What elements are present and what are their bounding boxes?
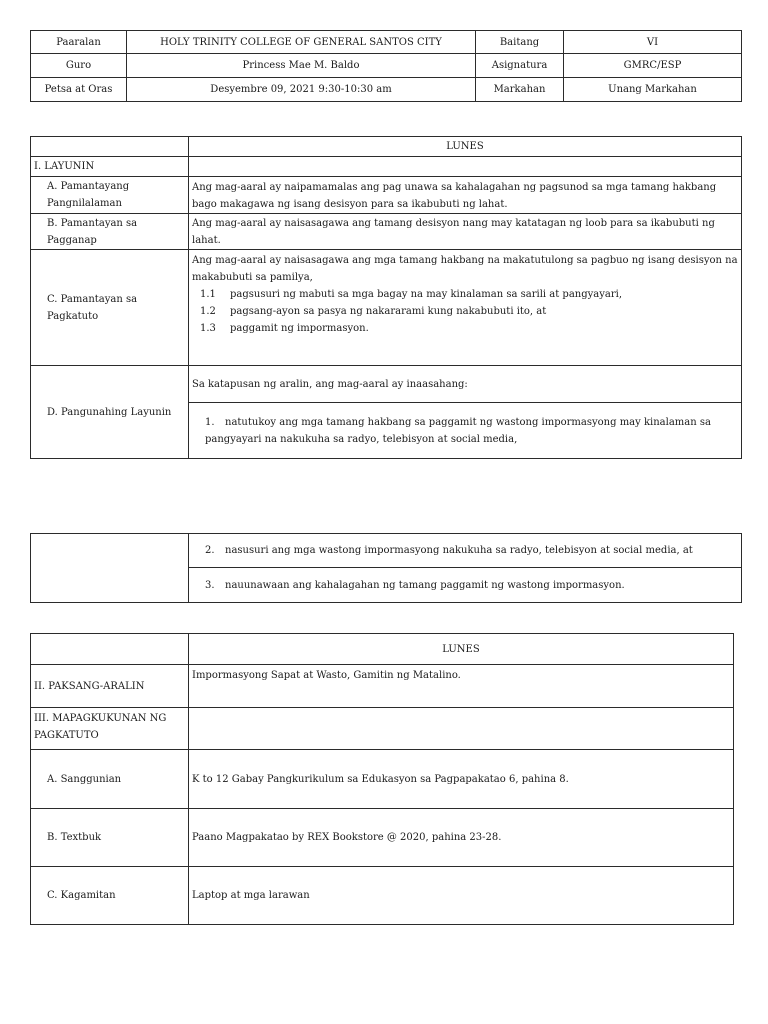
performance-standard-label: B. Pamantayan sa Pagganap bbox=[31, 214, 189, 250]
references-label: A. Sanggunian bbox=[31, 750, 189, 809]
subject-label: Asignatura bbox=[476, 54, 564, 78]
layunin-heading: I. LAYUNIN bbox=[31, 157, 189, 177]
objective-item: 1. natutukoy ang mga tamang hakbang sa paggamit ng wastong impormasyong may kinalaman sa pangyayari na nakukuha sa radyo, telebisyon at social media, bbox=[189, 403, 742, 459]
objective-item: 2. nasusuri ang mga wastong impormasyong nakukuha sa radyo, telebisyon at social media, at bbox=[189, 534, 742, 568]
subject-matter-table bbox=[30, 633, 734, 925]
objectives-table bbox=[30, 136, 742, 459]
date-label: Petsa at Oras bbox=[31, 78, 127, 102]
resources-label: III. MAPAGKUKUNAN NG PAGKATUTO bbox=[31, 708, 189, 750]
empty-cell bbox=[31, 534, 189, 603]
materials-label: C. Kagamitan bbox=[31, 867, 189, 925]
day-header: LUNES bbox=[189, 634, 734, 665]
learning-competency-cell bbox=[189, 250, 742, 366]
competency-item: 1.1 pagsusuri ng mabuti sa mga bagay na may kinalaman sa sarili at pangyayari, bbox=[200, 289, 623, 300]
quarter-value: Unang Markahan bbox=[564, 78, 742, 102]
date-value: Desyembre 09, 2021 9:30-10:30 am bbox=[127, 78, 476, 102]
learning-competency-label: C. Pamantayan sa Pagkatuto bbox=[31, 250, 189, 366]
subject-value: GMRC/ESP bbox=[564, 54, 742, 78]
grade-value: VI bbox=[564, 31, 742, 54]
objective-item: 3. nauunawaan ang kahalagahan ng tamang paggamit ng wastong impormasyon. bbox=[189, 568, 742, 603]
textbook-label: B. Textbuk bbox=[31, 809, 189, 867]
performance-standard-text: Ang mag-aaral ay naisasagawa ang tamang desisyon nang may katatagan ng loob para sa ikabubuti ng lahat. bbox=[189, 214, 742, 250]
main-objective-label: D. Pangunahing Layunin bbox=[31, 366, 189, 459]
content-standard-text: Ang mag-aaral ay naipamamalas ang pag unawa sa kahalagahan ng pagsunod sa mga tamang hakbang bago makagawa ng isang desisyon para sa ikabubuti ng lahat. bbox=[189, 177, 742, 214]
learning-competency-intro: Ang mag-aaral ay naisasagawa ang mga tamang hakbang na makatutulong sa pagbuo ng isang desisyon na makabubuti sa pamilya, bbox=[192, 255, 738, 283]
school-value: HOLY TRINITY COLLEGE OF GENERAL SANTOS CITY bbox=[127, 31, 476, 54]
materials-text: Laptop at mga larawan bbox=[189, 867, 734, 925]
quarter-label: Markahan bbox=[476, 78, 564, 102]
empty-cell bbox=[189, 157, 742, 177]
day-header: LUNES bbox=[189, 137, 742, 157]
main-objective-intro: Sa katapusan ng aralin, ang mag-aaral ay inaasahang: bbox=[189, 366, 742, 403]
competency-item: 1.2 pagsang-ayon sa pasya ng nakararami kung nakabubuti ito, at bbox=[200, 306, 547, 317]
empty-cell bbox=[31, 137, 189, 157]
header-table bbox=[30, 30, 742, 102]
references-text: K to 12 Gabay Pangkurikulum sa Edukasyon sa Pagpapakatao 6, pahina 8. bbox=[189, 750, 734, 809]
content-standard-label: A. Pamantayang Pangnilalaman bbox=[31, 177, 189, 214]
empty-cell bbox=[31, 634, 189, 665]
subject-matter-text: Impormasyong Sapat at Wasto, Gamitin ng Matalino. bbox=[189, 665, 734, 708]
textbook-text: Paano Magpakatao by REX Bookstore @ 2020, pahina 23-28. bbox=[189, 809, 734, 867]
teacher-value: Princess Mae M. Baldo bbox=[127, 54, 476, 78]
objectives-continuation-table bbox=[30, 533, 742, 603]
empty-cell bbox=[189, 708, 734, 750]
grade-label: Baitang bbox=[476, 31, 564, 54]
competency-item: 1.3 paggamit ng impormasyon. bbox=[200, 323, 369, 334]
subject-matter-label: II. PAKSANG-ARALIN bbox=[31, 665, 189, 708]
teacher-label: Guro bbox=[31, 54, 127, 78]
school-label: Paaralan bbox=[31, 31, 127, 54]
